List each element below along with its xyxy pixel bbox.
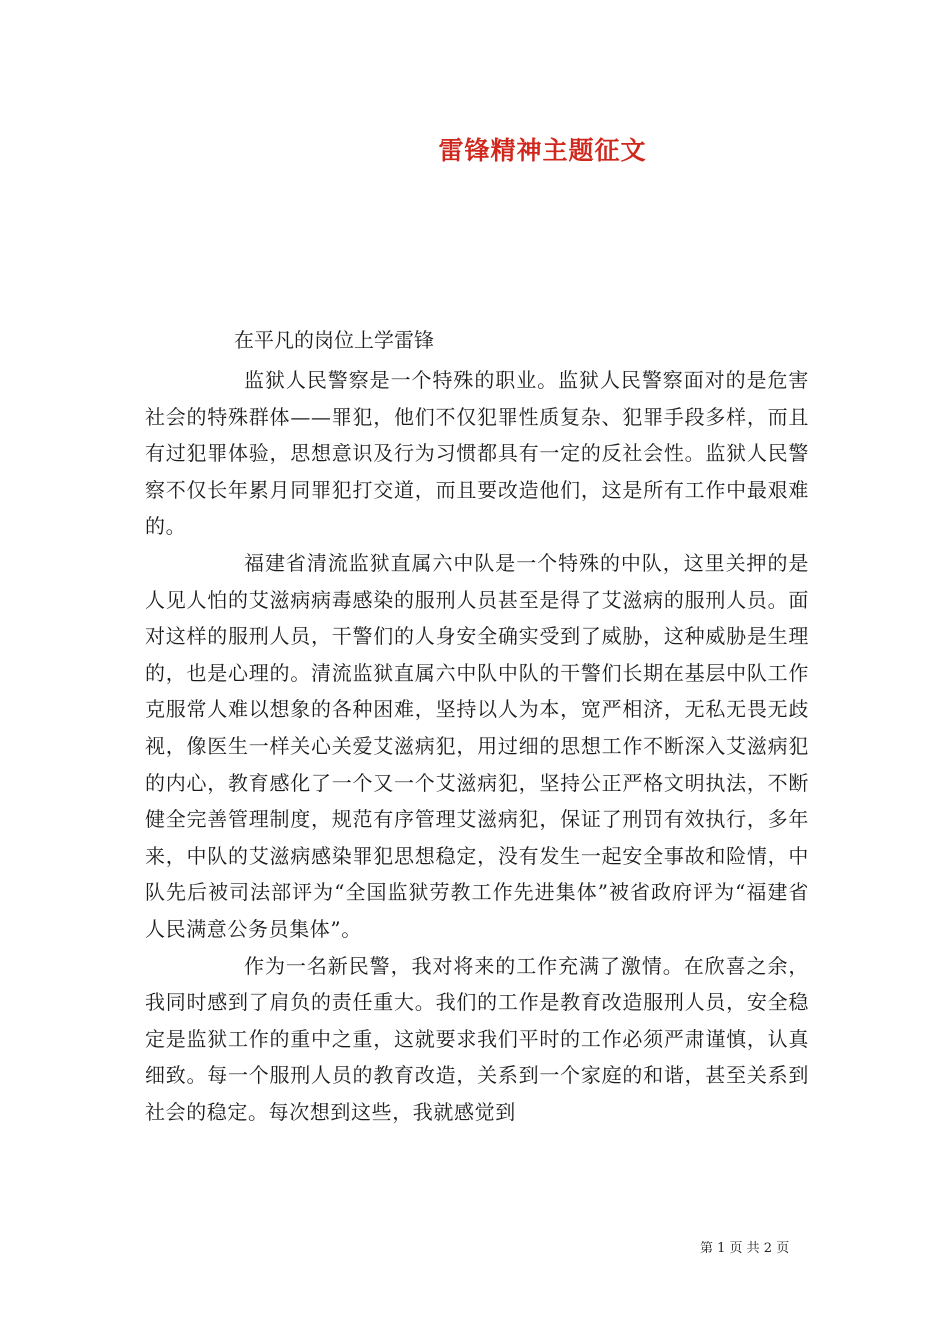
- page-footer: 第 1 页 共 2 页: [700, 1241, 790, 1256]
- document-body: [145, 362, 809, 1130]
- paragraph-1: 监狱人民警察是一个特殊的职业。监狱人民警察面对的是危害社会的特殊群体——罪犯，他们不仅犯罪性质复杂、犯罪手段多样，而且有过犯罪体验，思想意识及行为习惯都具有一定的反社会性。监狱人民警察不仅长年累月同罪犯打交道，而且要改造他们，这是所有工作中最艰难的。: [145, 368, 809, 539]
- document-title: 雷锋精神主题征文: [438, 136, 647, 165]
- paragraph-3: 作为一名新民警，我对将来的工作充满了激情。在欣喜之余，我同时感到了肩负的责任重大。我们的工作是教育改造服刑人员，安全稳定是监狱工作的重中之重，这就要求我们平时的工作必须严肃谨慎，认真细致。每一个服刑人员的教育改造，关系到一个家庭的和谐，甚至关系到社会的稳定。每次想到这些，我就感觉到: [145, 953, 809, 1124]
- paragraph-2: 福建省清流监狱直属六中队是一个特殊的中队，这里关押的是人见人怕的艾滋病病毒感染的服刑人员甚至是得了艾滋病的服刑人员。面对这样的服刑人员，干警们的人身安全确实受到了威胁，这种威胁是生理的，也是心理的。清流监狱直属六中队中队的干警们长期在基层中队工作克服常人难以想象的各种困难，坚持以人为本，宽严相济，无私无畏无歧视，像医生一样关心关爱艾滋病犯，用过细的思想工作不断深入艾滋病犯的内心，教育感化了一个又一个艾滋病犯，坚持公正严格文明执法，不断健全完善管理制度，规范有序管理艾滋病犯，保证了刑罚有效执行，多年来，中队的艾滋病感染罪犯思想稳定，没有发生一起安全事故和险情，中队先后被司法部评为“全国监狱劳教工作先进集体”被省政府评为“福建省人民满意公务员集体”。: [145, 550, 809, 941]
- document-subtitle: 在平凡的岗位上学雷锋: [234, 328, 434, 352]
